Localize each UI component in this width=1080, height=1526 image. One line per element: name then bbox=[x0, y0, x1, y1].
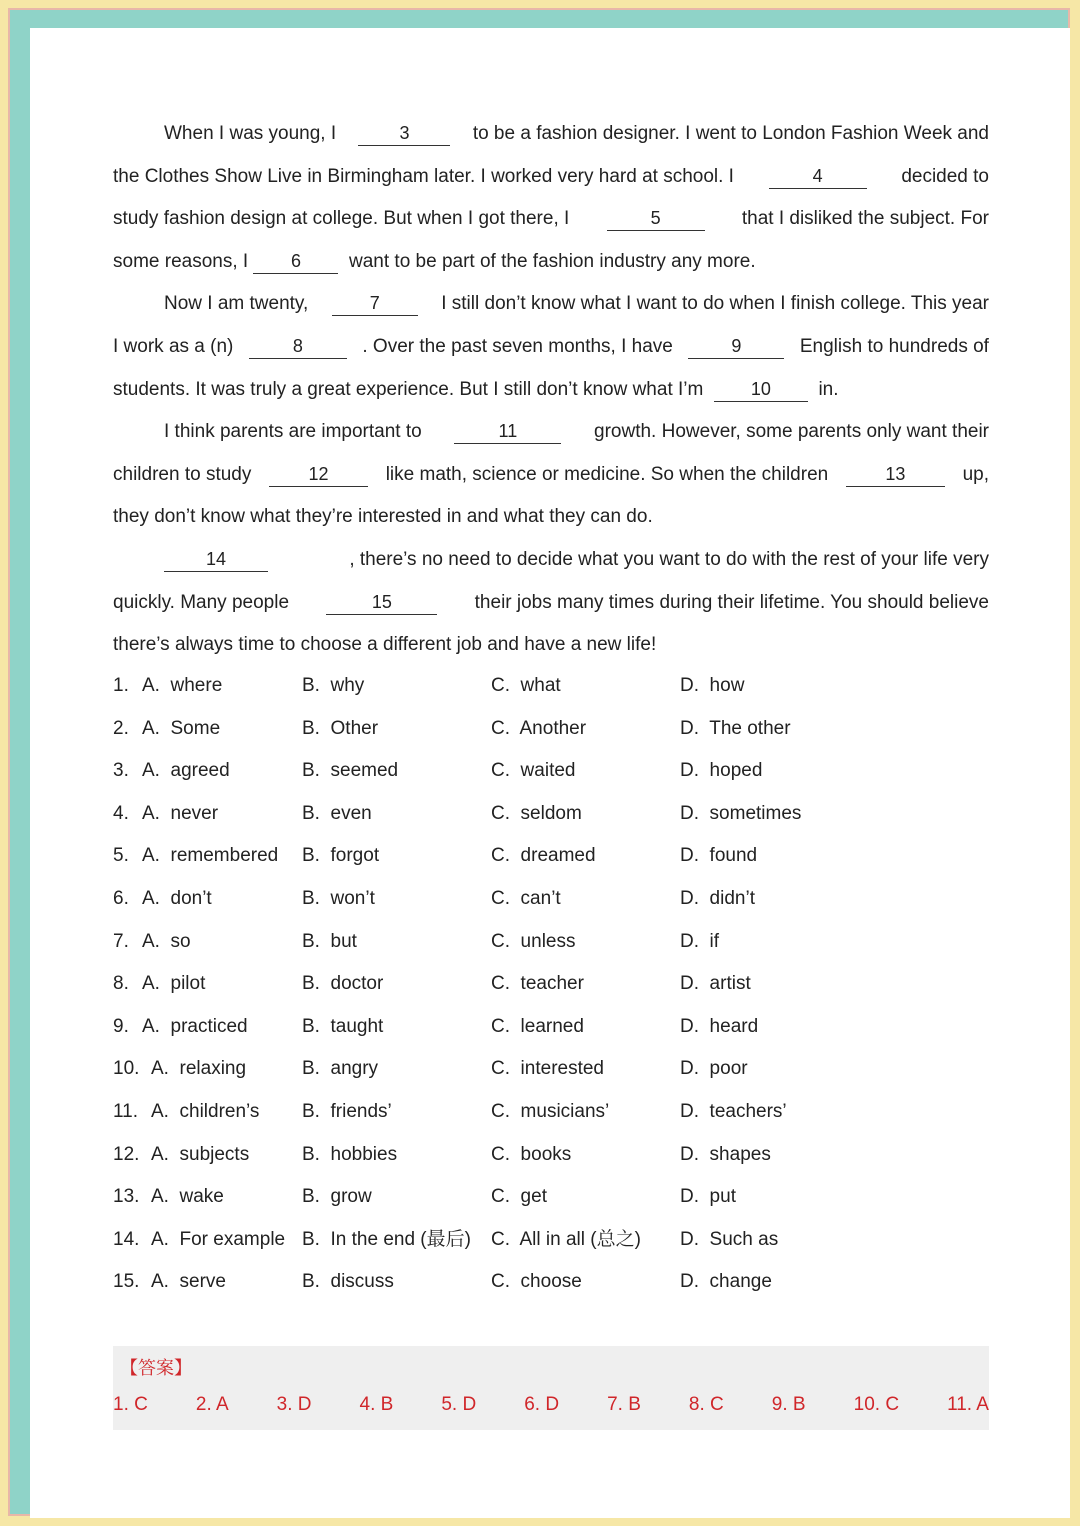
question-row bbox=[113, 1219, 989, 1262]
option-c: C. interested bbox=[491, 1058, 604, 1080]
option-b: B. why bbox=[302, 675, 365, 696]
passage-line bbox=[113, 198, 989, 241]
answer-item: 5. D bbox=[441, 1394, 477, 1415]
option-d: D. Such as bbox=[680, 1228, 779, 1250]
option-b: B. seemed bbox=[302, 760, 399, 782]
answer-item: 10. C bbox=[853, 1394, 900, 1415]
passage-line bbox=[113, 369, 989, 412]
option-c: C. books bbox=[491, 1143, 572, 1165]
question-number: 13. bbox=[113, 1186, 140, 1208]
question-number: 5. bbox=[113, 845, 129, 867]
blank-11: 11 bbox=[454, 419, 561, 444]
passage-line bbox=[113, 624, 989, 667]
option-d: D. heard bbox=[680, 1015, 759, 1037]
answer-item: 8. C bbox=[688, 1394, 724, 1415]
document-page bbox=[30, 28, 1070, 1518]
option-a: A. wake bbox=[151, 1186, 224, 1208]
passage-line bbox=[113, 454, 989, 497]
question-number: 10. bbox=[113, 1058, 140, 1080]
question-row bbox=[113, 1006, 989, 1049]
passage-text: decided to bbox=[901, 165, 989, 187]
question-row bbox=[113, 1261, 989, 1304]
passage-line bbox=[113, 156, 989, 199]
option-a: A. practiced bbox=[142, 1015, 248, 1037]
option-d: D. hoped bbox=[680, 760, 763, 782]
answer-title: 【答案】 bbox=[120, 1358, 192, 1378]
passage-text: up, bbox=[962, 463, 989, 485]
answer-list bbox=[113, 1394, 989, 1416]
option-c: C. learned bbox=[491, 1015, 584, 1037]
option-a: A. pilot bbox=[142, 973, 206, 995]
option-b: B. hobbies bbox=[302, 1143, 398, 1165]
option-d: D. didn’t bbox=[680, 887, 755, 909]
option-d: D. shapes bbox=[680, 1143, 771, 1165]
passage-text: English to hundreds of bbox=[799, 335, 989, 357]
passage-text: that I disliked the subject. For bbox=[741, 208, 989, 230]
question-row bbox=[113, 1176, 989, 1219]
question-row bbox=[113, 750, 989, 793]
option-d: D. put bbox=[680, 1186, 736, 1208]
option-b: B. angry bbox=[302, 1058, 379, 1080]
passage-text: they don’t know what they’re interested in and what they can do. bbox=[113, 506, 653, 528]
question-row bbox=[113, 963, 989, 1006]
blank-3: 3 bbox=[358, 121, 450, 146]
passage-line bbox=[113, 326, 989, 369]
passage-text: , there’s no need to decide what you want to do with the rest of your life very bbox=[349, 548, 989, 570]
option-b: B. discuss bbox=[302, 1271, 394, 1293]
passage-text: in. bbox=[807, 378, 839, 400]
option-b: B. but bbox=[302, 930, 357, 952]
option-c: C. choose bbox=[491, 1271, 582, 1293]
question-row bbox=[113, 1091, 989, 1134]
option-a: A. For example bbox=[151, 1228, 286, 1250]
option-d: D. if bbox=[680, 930, 720, 952]
option-b: B. In the end (最后) bbox=[302, 1228, 471, 1250]
option-d: D. teachers’ bbox=[680, 1100, 787, 1122]
answer-item: 7. B bbox=[607, 1394, 641, 1415]
option-c: C. what bbox=[491, 675, 561, 696]
question-number: 8. bbox=[113, 973, 129, 995]
question-row bbox=[113, 708, 989, 751]
blank-7: 7 bbox=[332, 291, 418, 316]
question-number: 1. bbox=[113, 675, 129, 696]
option-b: B. Other bbox=[302, 717, 379, 739]
passage-text: I still don’t know what I want to do when I finish college. This year bbox=[441, 293, 989, 315]
passage-text: to be a fashion designer. I went to London Fashion Week and bbox=[472, 123, 989, 144]
option-b: B. doctor bbox=[302, 973, 384, 995]
cloze-passage bbox=[113, 113, 989, 667]
option-c: C. seldom bbox=[491, 802, 582, 824]
option-a: A. don’t bbox=[142, 887, 212, 909]
option-a: A. never bbox=[142, 802, 219, 824]
option-d: D. poor bbox=[680, 1058, 748, 1080]
answer-section bbox=[113, 1346, 989, 1430]
passage-text: growth. However, some parents only want their bbox=[594, 421, 989, 443]
option-b: B. won’t bbox=[302, 887, 375, 909]
question-row bbox=[113, 1048, 989, 1091]
option-a: A. children’s bbox=[151, 1100, 260, 1122]
passage-line bbox=[113, 241, 989, 284]
option-d: D. sometimes bbox=[680, 802, 802, 824]
option-a: A. so bbox=[142, 930, 191, 952]
option-d: D. artist bbox=[680, 973, 751, 995]
passage-text: there’s always time to choose a different job and have a new life! bbox=[113, 634, 657, 656]
answer-item: 6. D bbox=[524, 1394, 560, 1415]
page-frame bbox=[8, 8, 1070, 1516]
option-d: D. The other bbox=[680, 717, 791, 739]
question-number: 2. bbox=[113, 717, 129, 739]
option-c: C. musicians’ bbox=[491, 1100, 610, 1122]
passage-text: quickly. Many people bbox=[113, 591, 290, 613]
passage-text: like math, science or medicine. So when the children bbox=[385, 463, 829, 485]
passage-text: want to be part of the fashion industry any more. bbox=[338, 250, 756, 272]
answer-item: 11. A bbox=[947, 1394, 989, 1415]
blank-10: 10 bbox=[714, 377, 808, 402]
option-a: A. serve bbox=[151, 1271, 226, 1293]
answer-item: 4. B bbox=[359, 1394, 394, 1415]
passage-text: Now I am twenty, bbox=[164, 293, 309, 315]
blank-13: 13 bbox=[846, 462, 945, 487]
passage-text: the Clothes Show Live in Birmingham later. I worked very hard at school. I bbox=[113, 165, 734, 187]
passage-text: some reasons, I bbox=[113, 250, 254, 272]
option-c: C. All in all (总之) bbox=[491, 1228, 641, 1250]
answer-item: 1. C bbox=[113, 1394, 148, 1415]
question-number: 12. bbox=[113, 1143, 140, 1165]
option-d: D. how bbox=[680, 675, 745, 696]
answer-item: 9. B bbox=[771, 1394, 806, 1415]
answer-item: 3. D bbox=[276, 1394, 312, 1415]
blank-8: 8 bbox=[249, 334, 347, 359]
option-b: B. grow bbox=[302, 1186, 372, 1208]
passage-text: I work as a (n) bbox=[113, 335, 234, 357]
passage-line bbox=[113, 283, 989, 326]
question-row bbox=[113, 878, 989, 921]
question-number: 4. bbox=[113, 802, 129, 824]
blank-9: 9 bbox=[688, 334, 784, 359]
option-a: A. remembered bbox=[142, 845, 279, 867]
passage-line bbox=[113, 113, 989, 156]
option-c: C. unless bbox=[491, 930, 576, 952]
passage-text: When I was young, I bbox=[164, 123, 337, 144]
passage-text: children to study bbox=[113, 463, 252, 485]
blank-12: 12 bbox=[269, 462, 368, 487]
option-c: C. Another bbox=[491, 717, 587, 739]
passage-text: study fashion design at college. But when I got there, I bbox=[113, 208, 570, 230]
option-b: B. taught bbox=[302, 1015, 384, 1037]
question-row bbox=[113, 665, 989, 708]
question-options bbox=[113, 665, 989, 1304]
passage-line bbox=[113, 539, 989, 582]
question-number: 9. bbox=[113, 1015, 129, 1037]
question-row bbox=[113, 835, 989, 878]
question-number: 14. bbox=[113, 1228, 140, 1250]
answer-item: 2. A bbox=[195, 1394, 229, 1415]
option-d: D. change bbox=[680, 1271, 772, 1293]
passage-line bbox=[113, 582, 989, 625]
option-a: A. relaxing bbox=[151, 1058, 247, 1080]
passage-text: I think parents are important to bbox=[164, 421, 422, 443]
question-number: 11. bbox=[113, 1100, 139, 1122]
passage-text: students. It was truly a great experience. But I still don’t know what I’m bbox=[113, 378, 714, 400]
option-a: A. where bbox=[142, 675, 223, 696]
option-d: D. found bbox=[680, 845, 758, 867]
option-b: B. forgot bbox=[302, 845, 380, 867]
question-row bbox=[113, 1134, 989, 1177]
blank-6: 6 bbox=[253, 249, 338, 274]
option-b: B. even bbox=[302, 802, 372, 824]
blank-15: 15 bbox=[326, 590, 437, 615]
option-c: C. teacher bbox=[491, 973, 584, 995]
passage-line bbox=[113, 411, 989, 454]
option-b: B. friends’ bbox=[302, 1100, 392, 1122]
option-c: C. waited bbox=[491, 760, 576, 782]
blank-14: 14 bbox=[164, 547, 268, 572]
option-c: C. dreamed bbox=[491, 845, 596, 867]
question-number: 15. bbox=[113, 1271, 140, 1293]
blank-5: 5 bbox=[607, 206, 705, 231]
question-number: 6. bbox=[113, 887, 129, 909]
question-row bbox=[113, 793, 989, 836]
option-c: C. can’t bbox=[491, 887, 561, 909]
question-number: 3. bbox=[113, 760, 129, 782]
question-row bbox=[113, 921, 989, 964]
blank-4: 4 bbox=[769, 164, 867, 189]
option-a: A. Some bbox=[142, 717, 221, 739]
passage-line bbox=[113, 496, 989, 539]
option-c: C. get bbox=[491, 1186, 547, 1208]
passage-text: their jobs many times during their lifetime. You should believe bbox=[474, 591, 989, 613]
option-a: A. agreed bbox=[142, 760, 230, 782]
passage-text: . Over the past seven months, I have bbox=[362, 335, 673, 357]
question-number: 7. bbox=[113, 930, 129, 952]
option-a: A. subjects bbox=[151, 1143, 250, 1165]
